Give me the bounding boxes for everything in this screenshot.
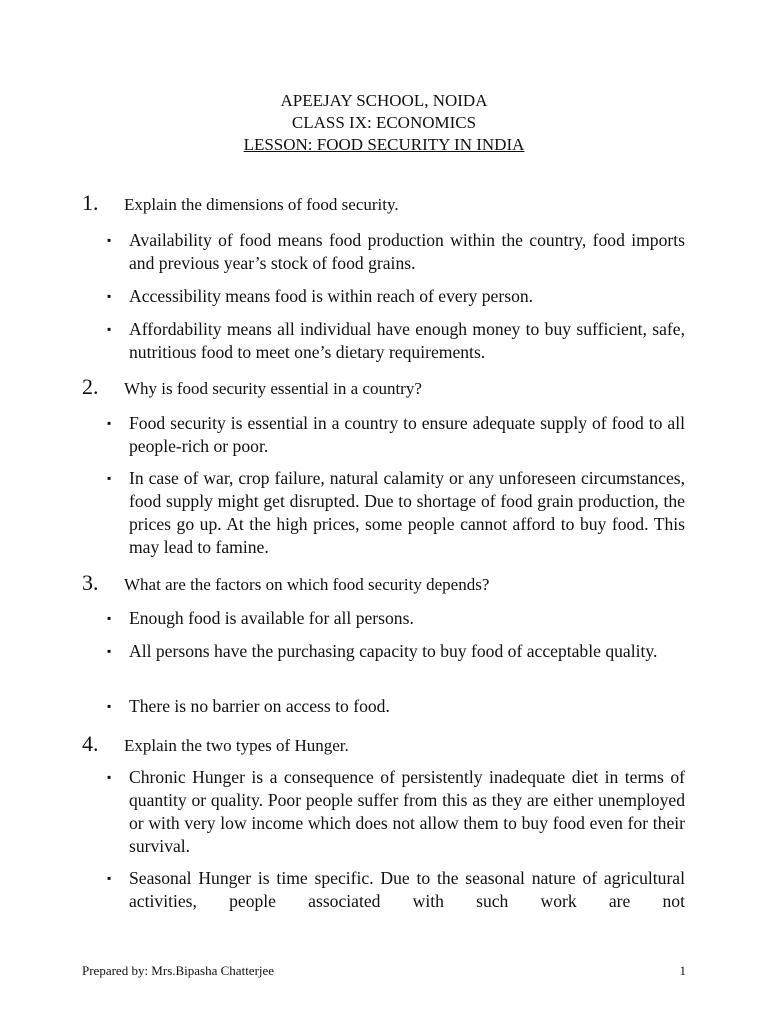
answer-text: Chronic Hunger is a consequence of persistently inadequate diet in terms of quantity or quality. Poor people suffer from this as they are either unemployed or with very low income which does not allow them to buy food even for their survival. [129, 767, 685, 856]
bullet-icon: ▪ [107, 233, 112, 247]
bullet-icon: ▪ [107, 770, 112, 784]
question-text: Explain the dimensions of food security. [124, 195, 399, 214]
question-3 [82, 570, 692, 596]
answer-item [107, 607, 685, 630]
answer-item [107, 766, 685, 858]
bullet-icon: ▪ [107, 871, 112, 885]
bullet-icon: ▪ [107, 611, 112, 625]
answer-text: Food security is essential in a country to ensure adequate supply of food to all people-rich or poor. [129, 413, 685, 456]
bullet-icon: ▪ [107, 289, 112, 303]
question-number: 3. [82, 570, 99, 595]
lesson-title: LESSON: FOOD SECURITY IN INDIA [243, 135, 525, 154]
question-number: 4. [82, 731, 99, 756]
page-number: 1 [679, 963, 686, 978]
answer-item [107, 229, 685, 275]
answer-item [107, 867, 685, 913]
answer-item [107, 412, 685, 458]
class-title: CLASS IX: ECONOMICS [291, 113, 477, 132]
bullet-icon: ▪ [107, 644, 112, 658]
answer-item [107, 318, 685, 364]
answer-item [107, 695, 685, 718]
answer-text: Accessibility means food is within reach of every person. [129, 286, 534, 306]
document-header [0, 90, 768, 156]
question-4 [82, 731, 692, 757]
answer-text: All persons have the purchasing capacity to buy food of acceptable quality. [129, 641, 658, 661]
question-number: 1. [82, 190, 99, 215]
bullet-icon: ▪ [107, 699, 112, 713]
prepared-by: Prepared by: Mrs.Bipasha Chatterjee [82, 963, 275, 978]
answer-text: In case of war, crop failure, natural calamity or any unforeseen circumstances, food supply might get disrupted. Due to shortage of food grain production, the prices go up. At the high prices, some people cannot afford to buy food. This may lead to famine. [129, 468, 685, 557]
answer-text: Affordability means all individual have enough money to buy sufficient, safe, nutritious food to meet one’s dietary requirements. [129, 319, 685, 362]
answer-text: Seasonal Hunger is time specific. Due to the seasonal nature of agricultural activities, people associated with such work are not [129, 868, 685, 911]
question-number: 2. [82, 374, 99, 399]
school-name: APEEJAY SCHOOL, NOIDA [280, 91, 488, 110]
bullet-icon: ▪ [107, 322, 112, 336]
page-footer [82, 963, 686, 979]
answer-text: Availability of food means food production within the country, food imports and previous year’s stock of food grains. [129, 230, 685, 273]
answer-text: There is no barrier on access to food. [129, 696, 390, 716]
question-text: Why is food security essential in a country? [124, 379, 422, 398]
answer-item [107, 467, 685, 559]
answer-item [107, 285, 685, 308]
question-1 [82, 190, 692, 216]
question-text: Explain the two types of Hunger. [124, 736, 349, 755]
answer-item [107, 640, 685, 663]
answer-text: Enough food is available for all persons. [129, 608, 414, 628]
question-text: What are the factors on which food security depends? [124, 575, 490, 594]
bullet-icon: ▪ [107, 471, 112, 485]
question-2 [82, 374, 692, 400]
bullet-icon: ▪ [107, 416, 112, 430]
